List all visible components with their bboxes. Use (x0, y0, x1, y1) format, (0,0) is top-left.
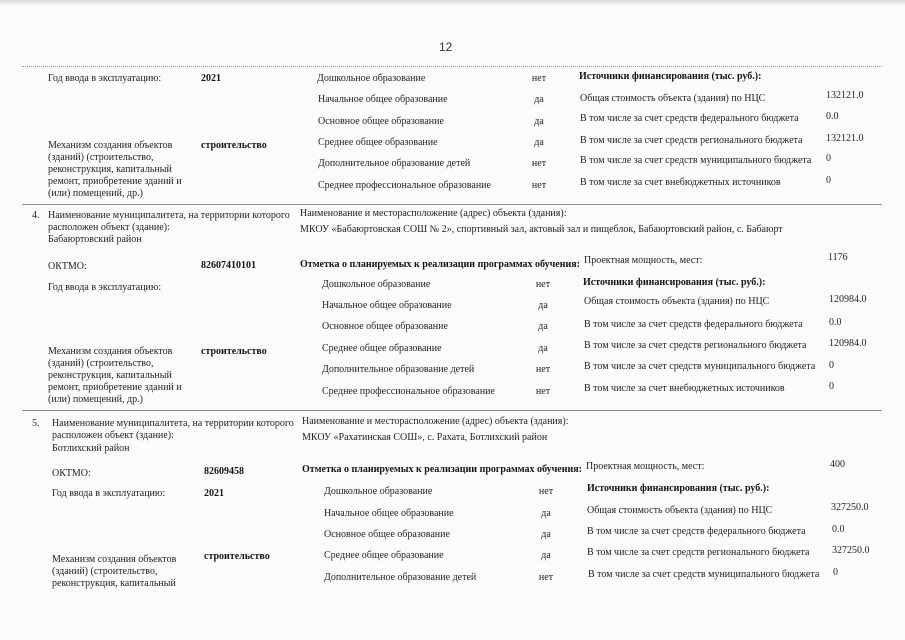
program-name: Дошкольное образование (324, 486, 433, 497)
funding-label: В том числе за счет средств регионального бюджета (584, 340, 807, 351)
section-divider (22, 410, 882, 411)
capacity-label: Проектная мощность, мест: (586, 461, 705, 472)
program-flag: нет (535, 279, 551, 290)
capacity-value: 1176 (828, 252, 848, 263)
program-name: Дополнительное образование детей (324, 572, 477, 583)
mechanism-label-line: реконструкция, капитальный (48, 370, 172, 381)
funding-label: В том числе за счет средств федерального бюджета (587, 526, 806, 537)
funding-value: 327250.0 (831, 502, 869, 513)
funding-label: В том числе за счет средств муниципального бюджета (580, 155, 812, 166)
program-name: Дошкольное образование (317, 73, 426, 84)
funding-label: В том числе за счет внебюджетных источников (584, 383, 785, 394)
program-name: Дошкольное образование (322, 279, 431, 290)
year-label: Год ввода в эксплуатацию: (52, 488, 166, 499)
municipality-label-line: расположен объект (здание): (48, 222, 170, 233)
funding-label: В том числе за счет средств регионального бюджета (580, 135, 803, 146)
funding-value: 132121.0 (826, 90, 864, 101)
program-flag: нет (538, 486, 554, 497)
funding-title: Источники финансирования (тыс. руб.): (587, 483, 770, 494)
mechanism-label-line: (зданий) (строительство, (52, 566, 158, 577)
funding-label: В том числе за счет средств федерального бюджета (580, 113, 799, 124)
programs-title: Отметка о планируемых к реализации программах обучения: (300, 259, 581, 270)
mechanism-value: строительство (204, 551, 270, 562)
funding-value: 0.0 (832, 524, 845, 535)
funding-label: Общая стоимость объекта (здания) по НЦС (587, 505, 773, 516)
funding-value: 0 (833, 567, 838, 578)
mechanism-label-line: Механизм создания объектов (52, 554, 177, 565)
program-name: Начальное общее образование (322, 300, 452, 311)
funding-value: 0 (829, 360, 834, 371)
table-top-rule (22, 66, 882, 67)
object-label: Наименование и месторасположение (адрес) объекта (здания): (302, 416, 569, 427)
program-name: Дополнительное образование детей (322, 364, 475, 375)
program-flag: да (541, 529, 551, 540)
funding-value: 327250.0 (832, 545, 870, 556)
funding-title: Источники финансирования (тыс. руб.): (579, 71, 762, 82)
program-flag: нет (535, 386, 551, 397)
program-name: Среднее общее образование (318, 137, 438, 148)
program-name: Основное общее образование (322, 321, 448, 332)
object-label: Наименование и месторасположение (адрес) объекта (здания): (300, 208, 567, 219)
section-number: 4. (32, 210, 40, 221)
funding-value: 0 (826, 153, 831, 164)
program-flag: да (538, 343, 548, 354)
funding-value: 120984.0 (829, 294, 867, 305)
funding-label: Общая стоимость объекта (здания) по НЦС (584, 296, 770, 307)
scan-edge (0, 0, 905, 6)
year-value: 2021 (201, 73, 221, 84)
program-name: Дополнительное образование детей (318, 158, 471, 169)
programs-title: Отметка о планируемых к реализации программах обучения: (302, 464, 583, 475)
funding-label: В том числе за счет средств муниципального бюджета (588, 569, 820, 580)
municipality-label-line: Наименование муниципалитета, на территории которого (52, 418, 294, 429)
funding-label: В том числе за счет внебюджетных источников (580, 177, 781, 188)
program-flag: нет (538, 572, 554, 583)
program-name: Основное общее образование (324, 529, 450, 540)
funding-value: 0.0 (826, 111, 839, 122)
page-number: 12 (439, 40, 453, 54)
program-name: Среднее общее образование (322, 343, 442, 354)
municipality-value: Ботлихский район (52, 443, 130, 454)
program-flag: нет (531, 73, 547, 84)
mechanism-label-line: реконструкция, капитальный (52, 578, 176, 589)
mechanism-label-line: реконструкция, капитальный (48, 164, 172, 175)
mechanism-label-line: ремонт, приобретение зданий и (48, 382, 182, 393)
capacity-value: 400 (830, 459, 845, 470)
program-flag: нет (531, 158, 547, 169)
funding-title: Источники финансирования (тыс. руб.): (583, 277, 766, 288)
mechanism-label-line: Механизм создания объектов (48, 346, 173, 357)
program-name: Среднее профессиональное образование (322, 386, 495, 397)
program-name: Среднее профессиональное образование (318, 180, 491, 191)
capacity-label: Проектная мощность, мест: (584, 255, 703, 266)
oktmo-value: 82609458 (204, 466, 244, 477)
year-label: Год ввода в эксплуатацию: (48, 73, 162, 84)
program-name: Начальное общее образование (318, 94, 448, 105)
mechanism-label-line: (или) помещений, др.) (48, 188, 143, 199)
oktmo-label: ОКТМО: (48, 261, 87, 272)
oktmo-value: 82607410101 (201, 260, 256, 271)
program-name: Начальное общее образование (324, 508, 454, 519)
program-flag: нет (531, 180, 547, 191)
municipality-value: Бабаюртовский район (48, 234, 142, 245)
municipality-label-line: Наименование муниципалитета, на территории которого (48, 210, 290, 221)
program-flag: да (534, 94, 544, 105)
funding-value: 0.0 (829, 317, 842, 328)
oktmo-label: ОКТМО: (52, 468, 91, 479)
program-flag: да (534, 116, 544, 127)
object-value: МКОУ «Бабаюртовская СОШ № 2», спортивный зал, актовый зал и пищеблок, Бабаюртовский район, с. Бабаюрт (300, 224, 783, 235)
funding-value: 120984.0 (829, 338, 867, 349)
program-flag: да (541, 550, 551, 561)
program-flag: да (538, 321, 548, 332)
mechanism-label-line: (зданий) (строительство, (48, 152, 154, 163)
section-divider (22, 204, 882, 205)
funding-label: В том числе за счет средств муниципального бюджета (584, 361, 816, 372)
mechanism-label-line: (зданий) (строительство, (48, 358, 154, 369)
funding-label: Общая стоимость объекта (здания) по НЦС (580, 93, 766, 104)
mechanism-label-line: (или) помещений, др.) (48, 394, 143, 405)
funding-value: 0 (826, 175, 831, 186)
mechanism-value: строительство (201, 140, 267, 151)
municipality-label-line: расположен объект (здание): (52, 430, 174, 441)
year-label: Год ввода в эксплуатацию: (48, 282, 162, 293)
program-flag: да (534, 137, 544, 148)
program-flag: нет (535, 364, 551, 375)
program-flag: да (541, 508, 551, 519)
program-name: Среднее общее образование (324, 550, 444, 561)
program-flag: да (538, 300, 548, 311)
mechanism-value: строительство (201, 346, 267, 357)
funding-label: В том числе за счет средств регионального бюджета (587, 547, 810, 558)
mechanism-label-line: Механизм создания объектов (48, 140, 173, 151)
program-name: Основное общее образование (318, 116, 444, 127)
funding-value: 132121.0 (826, 133, 864, 144)
object-value: МКОУ «Рахатинская СОШ», с. Рахата, Ботлихский район (302, 432, 548, 443)
year-value: 2021 (204, 488, 224, 499)
section-number: 5. (32, 418, 40, 429)
funding-value: 0 (829, 381, 834, 392)
funding-label: В том числе за счет средств федерального бюджета (584, 319, 803, 330)
mechanism-label-line: ремонт, приобретение зданий и (48, 176, 182, 187)
